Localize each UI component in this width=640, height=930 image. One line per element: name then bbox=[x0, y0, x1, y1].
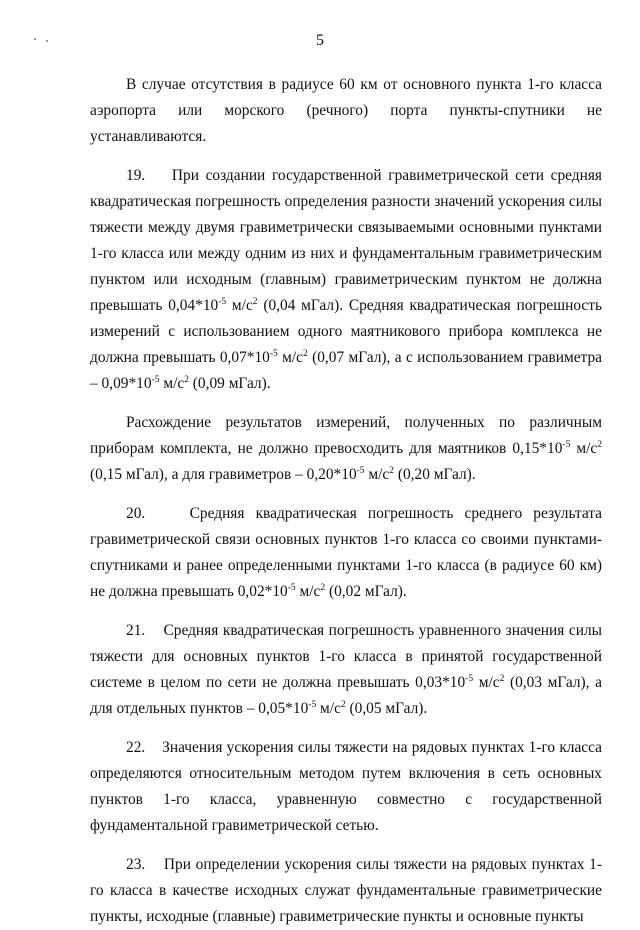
paragraph-23: 23. При определении ускорения силы тяжести на рядовых пунктах 1-го класса в качестве исходных служат фундаментальные гравиметрические пункты, исходные (главные) гравиметрические пункты и основные пункты bbox=[90, 856, 602, 925]
paragraph-19: 19. При создании государственной гравиметрической сети средняя квадратическая погрешность определения разности значений ускорения силы тяжести между двумя гравиметрически связываемыми основными пунктами 1-го класса или между одним из них и фундаментальным гравиметрическим пунктом или исходным (главным) гравиметрическим пунктом не должна превышать $0,04*10^{-5}$ $м/с^2$ (0,04 мГал). Средняя квадратическая погрешность измерений с использованием одного маятникового прибора комплекса не должна превышать $0,07*10^{-5}$ $м/с^2$ (0,07 мГал), а с использованием гравиметра – $0,09*10^{-5}$ $м/с^2$ (0,09 мГал). bbox=[90, 167, 602, 392]
paragraph-21: 21. Средняя квадратическая погрешность уравненного значения силы тяжести для основных пунктов 1-го класса в принятой государственной системе в целом по сети не должна превышать $0,03*10^{-5}$ $м/с^2$ (0,03 мГал), а для отдельных пунктов – $0,05*10^{-5}$ $м/с^2$ (0,05 мГал). bbox=[90, 622, 602, 717]
document-body bbox=[90, 72, 602, 930]
page-number: 5 bbox=[316, 32, 324, 49]
paragraph-22: 22. Значения ускорения силы тяжести на рядовых пунктах 1-го класса определяются относительным методом путем включения в сеть основных пунктов 1-го класса, уравненную совместно с государственной фундаментальной гравиметрической сетью. bbox=[90, 739, 602, 834]
paragraph-discrepancy: Расхождение результатов измерений, полученных по различным приборам комплекта, не должно превосходить для маятников $0,15*10^{-5}$ $м/с^2$ (0,15 мГал), а для гравиметров – $0,20*10^{-5}$ $м/с^2$ (0,20 мГал). bbox=[90, 414, 603, 483]
paragraph-intro: В случае отсутствия в радиусе 60 км от основного пункта 1-го класса аэропорта или морского (речного) порта пункты-спутники не устанавливаются. bbox=[90, 76, 602, 145]
paragraph-20: 20. Средняя квадратическая погрешность среднего результата гравиметрической связи основных пунктов 1-го класса со своими пунктами-спутниками и ранее определенными пунктами 1-го класса (в радиусе 60 км) не должна превышать $0,02*10^{-5}$ $м/с^2$ (0,02 мГал). bbox=[90, 505, 602, 600]
